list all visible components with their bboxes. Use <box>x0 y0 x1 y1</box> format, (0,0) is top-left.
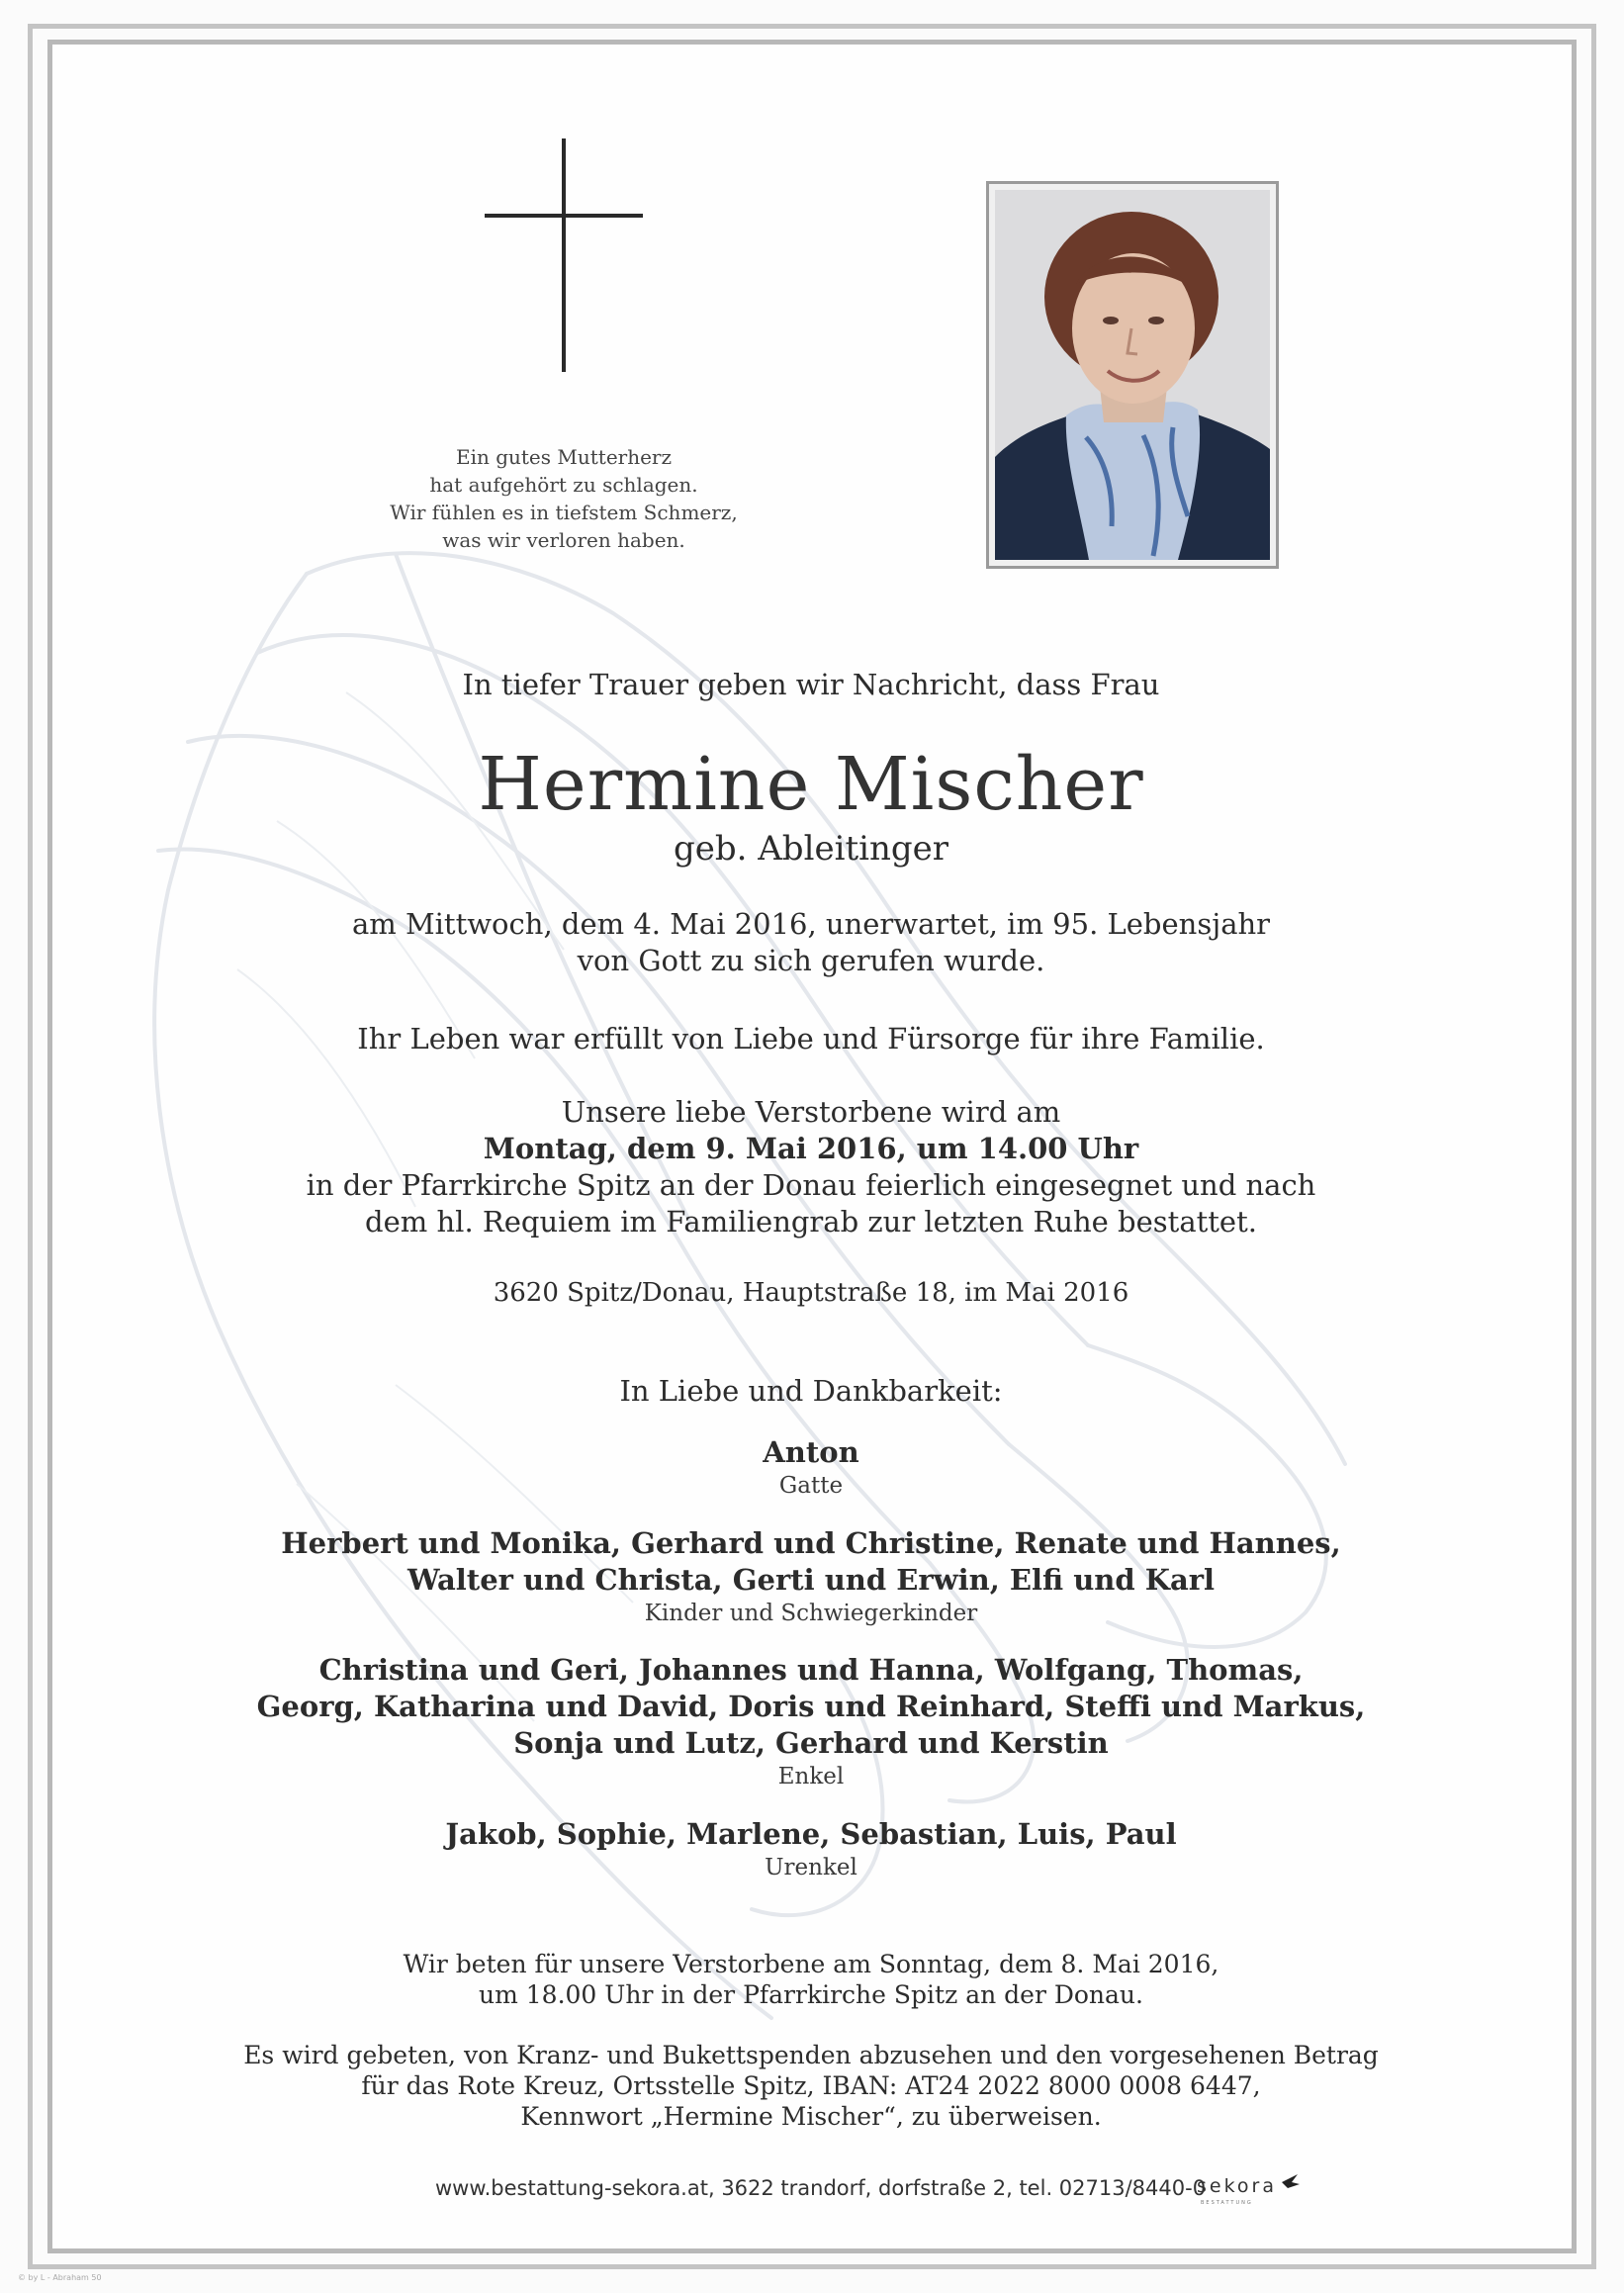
mourners-spouse <box>148 1434 1474 1501</box>
death-line: von Gott zu sich gerufen wurde. <box>577 944 1045 977</box>
poem-line: hat aufgehört zu schlagen. <box>429 473 698 497</box>
funeral-line: dem hl. Requiem im Familiengrab zur letzten Ruhe bestattet. <box>365 1205 1257 1238</box>
great-grandchildren-role: Urenkel <box>765 1855 857 1880</box>
portrait-photo <box>995 190 1270 560</box>
grandchildren-role: Enkel <box>777 1764 845 1789</box>
footer-contact: www.bestattung-sekora.at, 3622 trandorf, dorfstraße 2, tel. 02713/8440-0 <box>435 2176 1207 2200</box>
life-statement: Ihr Leben war erfüllt von Liebe und Fürsorge für ihre Familie. <box>357 1022 1265 1055</box>
spouse-name: Anton <box>763 1435 859 1469</box>
intro-text: In tiefer Trauer geben wir Nachricht, dass Frau <box>462 668 1160 701</box>
place-date: 3620 Spitz/Donau, Hauptstraße 18, im Mai 2016 <box>493 1278 1129 1308</box>
grandchildren-line: Christina und Geri, Johannes und Hanna, Wolfgang, Thomas, <box>318 1653 1304 1687</box>
donation-line: Es wird gebeten, von Kranz- und Bukettspenden abzusehen und den vorgesehenen Betrag <box>243 2041 1379 2069</box>
prayer-line: Wir beten für unsere Verstorbene am Sonntag, dem 8. Mai 2016, <box>403 1950 1219 1978</box>
mourners-children <box>148 1525 1474 1628</box>
mourners-great-grandchildren <box>148 1816 1474 1882</box>
death-announcement <box>148 906 1474 979</box>
poem-line: Wir fühlen es in tiefstem Schmerz, <box>390 501 738 524</box>
spouse-role: Gatte <box>778 1473 844 1499</box>
sekora-logo <box>1195 2170 1304 2210</box>
funeral-date: Montag, dem 9. Mai 2016, um 14.00 Uhr <box>483 1132 1139 1165</box>
deceased-name: Hermine Mischer <box>478 742 1144 827</box>
death-line: am Mittwoch, dem 4. Mai 2016, unerwartet, im 95. Lebensjahr <box>351 907 1271 941</box>
mourners-grandchildren <box>148 1652 1474 1791</box>
children-line: Herbert und Monika, Gerhard und Christine, Renate und Hannes, <box>281 1526 1341 1560</box>
poem-line: Ein gutes Mutterherz <box>455 445 673 469</box>
grandchildren-line: Sonja und Lutz, Gerhard und Kerstin <box>513 1726 1109 1760</box>
thanks-heading: In Liebe und Dankbarkeit: <box>619 1374 1003 1408</box>
funeral-line: Unsere liebe Verstorbene wird am <box>561 1095 1061 1129</box>
poem-line: was wir verloren haben. <box>442 528 685 552</box>
cross-icon <box>485 138 643 376</box>
logo-subtext: BESTATTUNG <box>1201 2200 1253 2206</box>
copyright-note: © by L - Abraham 50 <box>18 2273 102 2282</box>
funeral-line: in der Pfarrkirche Spitz an der Donau feierlich eingesegnet und nach <box>306 1168 1316 1202</box>
children-line: Walter und Christa, Gerti und Erwin, Elfi und Karl <box>406 1563 1216 1597</box>
poem <box>336 443 791 554</box>
prayer-notice <box>148 1949 1474 2010</box>
grandchildren-line: Georg, Katharina und David, Doris und Reinhard, Steffi und Markus, <box>256 1690 1366 1723</box>
bird-icon <box>1282 2174 1300 2188</box>
funeral-info <box>148 1094 1474 1240</box>
logo-text: sekora <box>1197 2175 1277 2197</box>
donation-line: Kennwort „Hermine Mischer“, zu überweisen. <box>520 2102 1102 2131</box>
portrait-frame <box>986 181 1279 569</box>
donation-line: für das Rote Kreuz, Ortsstelle Spitz, IBAN: AT24 2022 8000 0008 6447, <box>361 2071 1261 2100</box>
children-role: Kinder und Schwiegerkinder <box>644 1601 978 1626</box>
praying-hands-watermark <box>99 495 1464 2038</box>
maiden-name: geb. Ableitinger <box>673 829 949 869</box>
prayer-line: um 18.00 Uhr in der Pfarrkirche Spitz an der Donau. <box>479 1980 1143 2009</box>
great-grandchildren-names: Jakob, Sophie, Marlene, Sebastian, Luis, Paul <box>445 1817 1177 1851</box>
donation-notice <box>148 2040 1474 2132</box>
